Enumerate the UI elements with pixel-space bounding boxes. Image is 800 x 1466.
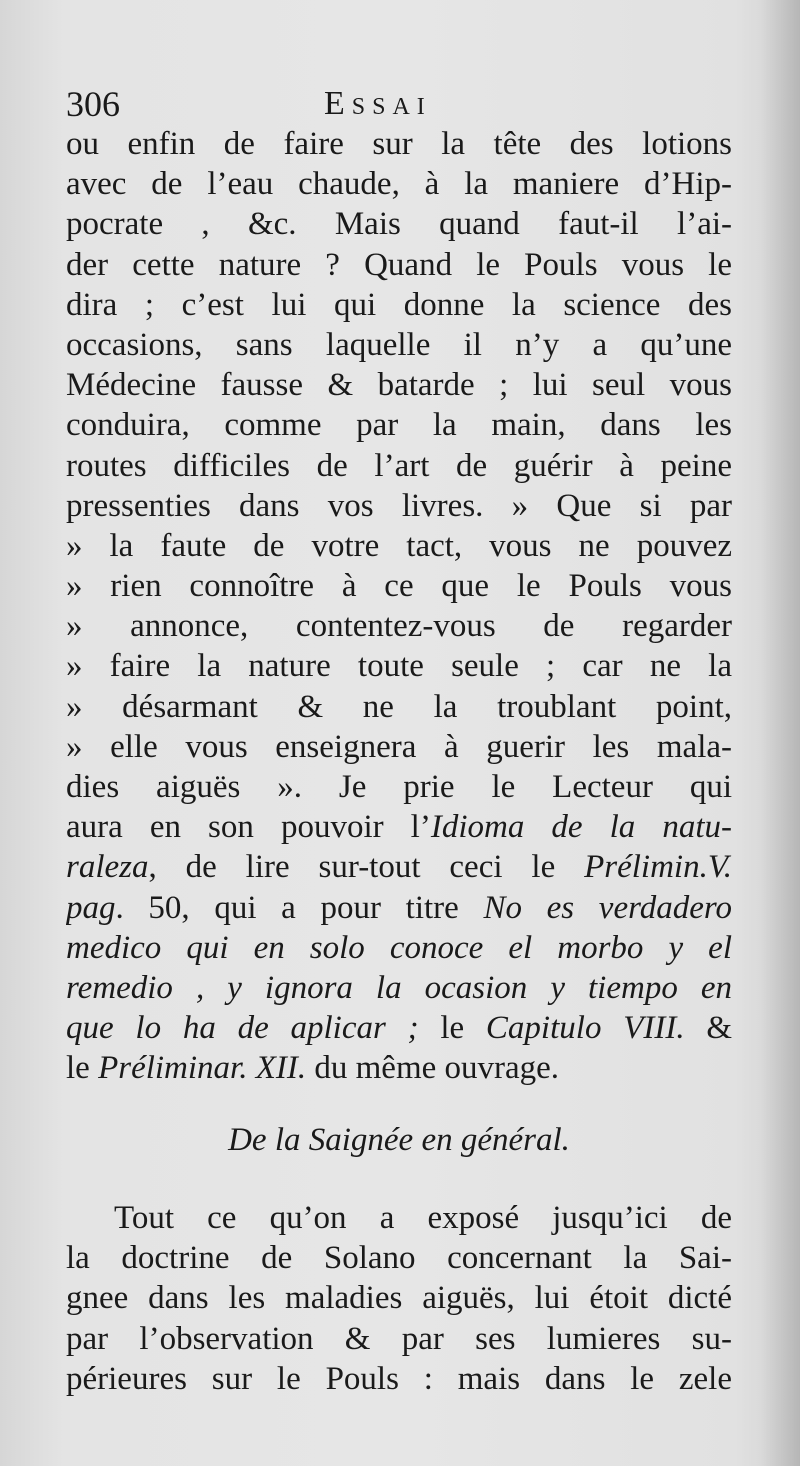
text-line	[66, 606, 732, 646]
text-segment: routes difficiles de l’art de guérir à peine	[66, 447, 732, 484]
text-segment: » annonce, contentez-vous de regarder	[66, 608, 732, 645]
italic-text: remedio , y ignora la ocasion y tiempo en	[66, 969, 732, 1006]
section-heading: De la Saignée en général.	[228, 1122, 570, 1158]
text-line: gnee dans les maladies aiguës, lui étoit dicté	[66, 1280, 732, 1317]
text-line	[66, 365, 732, 405]
text-line	[66, 646, 732, 686]
text-segment: avec de l’eau chaude, à la maniere d’Hip-	[66, 166, 732, 203]
text-line: Tout ce qu’on a exposé jusqu’ici de	[114, 1200, 732, 1236]
text-segment: occasions, sans laquelle il n’y a qu’une	[66, 326, 732, 363]
text-segment: le	[418, 1010, 486, 1047]
italic-text: medico qui en solo conoce el morbo y el	[66, 929, 732, 966]
italic-text: pag	[66, 889, 116, 926]
text-segment: » faire la nature toute seule ; car ne la	[66, 648, 732, 685]
italic-text: que lo ha de aplicar ;	[66, 1010, 419, 1047]
text-line	[66, 124, 732, 164]
text-line	[66, 807, 732, 847]
italic-text: Prélimin.V.	[584, 849, 732, 886]
text-line: par l’observation & par ses lumieres su-	[66, 1320, 732, 1357]
text-line	[66, 1048, 732, 1088]
text-segment: dira ; c’est lui qui donne la science des	[66, 286, 732, 323]
text-line	[66, 767, 732, 807]
text-line	[66, 446, 732, 486]
text-line	[66, 928, 732, 968]
text-segment: » rien connoître à ce que le Pouls vous	[66, 568, 732, 605]
italic-text: Capitulo VIII.	[485, 1010, 685, 1047]
text-segment: ou enfin de faire sur la tête des lotions	[66, 126, 732, 162]
text-segment: Médecine fausse & batarde ; lui seul vous	[66, 367, 732, 404]
text-line	[66, 486, 732, 526]
text-segment: &	[684, 1010, 732, 1047]
text-line	[66, 888, 732, 928]
text-segment: . 50, qui a pour titre	[115, 889, 484, 926]
text-segment: pressenties dans vos livres. » Que si par	[66, 487, 732, 524]
text-segment: » désarmant & ne la troublant point,	[66, 688, 732, 725]
italic-text: No es verdadero	[483, 889, 732, 926]
italic-text: raleza	[66, 849, 149, 886]
text-line	[66, 405, 732, 445]
text-line: la doctrine de Solano concernant la Sai-	[66, 1240, 732, 1277]
page-edge-shadow	[760, 0, 800, 1466]
text-segment: le	[66, 1050, 99, 1087]
text-line	[66, 968, 732, 1008]
text-line	[66, 1008, 732, 1048]
text-segment: du même ouvrage.	[306, 1050, 560, 1087]
text-line: périeures sur le Pouls : mais dans le zele	[66, 1360, 732, 1397]
paragraph-2	[66, 1198, 732, 1399]
text-line	[66, 204, 732, 244]
text-line	[66, 727, 732, 767]
text-line	[66, 164, 732, 204]
page-number: 306	[66, 84, 120, 124]
text-line	[66, 526, 732, 566]
text-segment: der cette nature ? Quand le Pouls vous le	[66, 246, 732, 283]
running-title: Essai	[324, 85, 432, 122]
paragraph-1	[66, 124, 732, 1089]
text-segment: » elle vous enseignera à guerir les mala-	[66, 728, 732, 765]
text-segment: dies aiguës ». Je prie le Lecteur qui	[66, 769, 732, 805]
text-line	[66, 847, 732, 887]
italic-text: Idioma de la natu-	[430, 809, 732, 846]
text-segment: conduira, comme par la main, dans les	[66, 407, 732, 444]
text-line	[66, 285, 732, 325]
text-line	[66, 245, 732, 285]
text-segment: aura en son pouvoir l’	[66, 809, 431, 846]
text-line	[66, 687, 732, 727]
text-line	[66, 566, 732, 606]
running-head	[66, 78, 730, 130]
text-segment: » la faute de votre tact, vous ne pouvez	[66, 527, 732, 564]
italic-text: Préliminar. XII.	[98, 1050, 307, 1087]
text-line	[66, 325, 732, 365]
text-segment: pocrate , &c. Mais quand faut-il l’ai-	[66, 206, 732, 243]
text-segment: , de lire sur-tout ceci le	[148, 849, 585, 886]
